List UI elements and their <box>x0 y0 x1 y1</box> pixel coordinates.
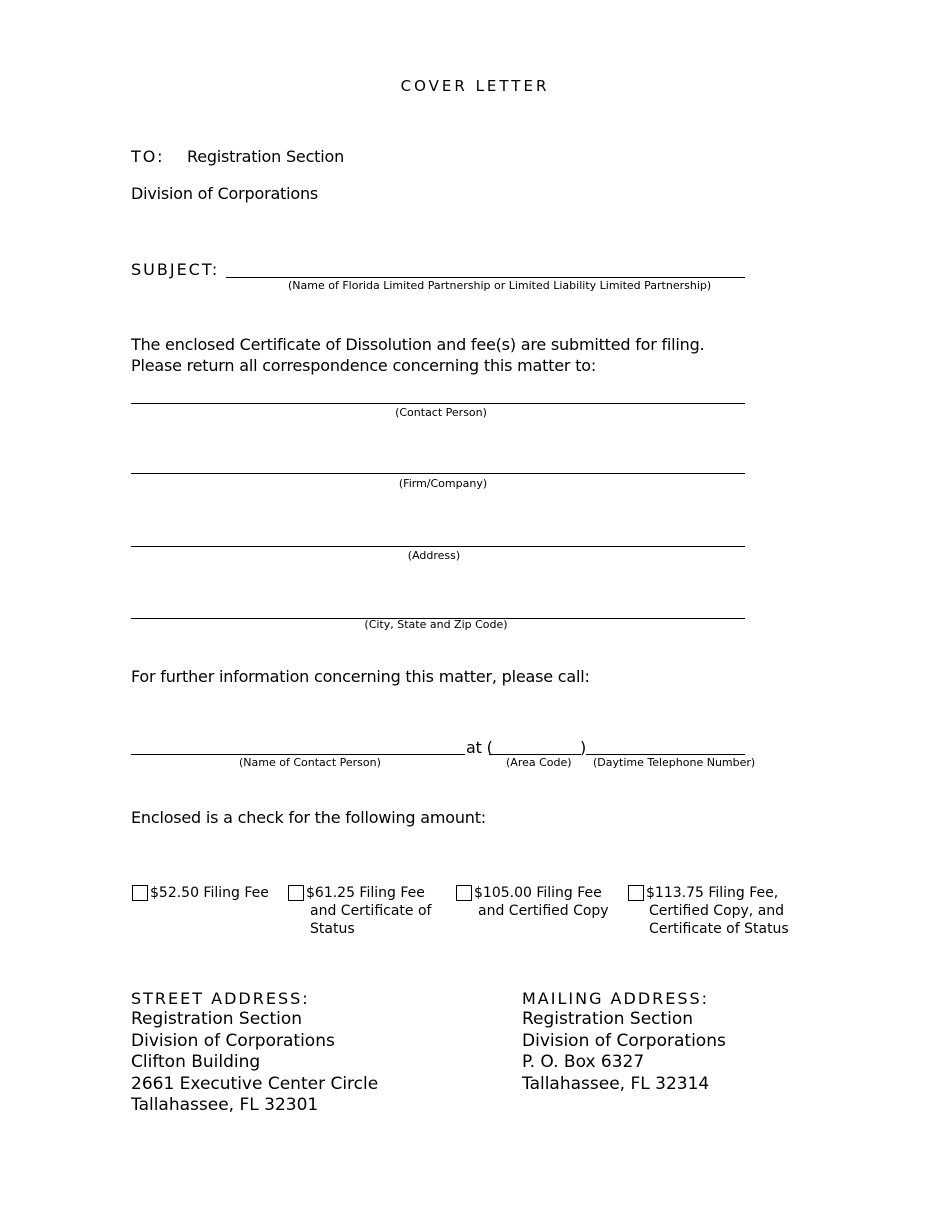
subject-input-line[interactable] <box>226 277 745 278</box>
close-paren: ) <box>580 738 587 757</box>
phone-number-line[interactable] <box>586 754 745 755</box>
enclosed-text-line1: The enclosed Certificate of Dissolution and fee(s) are submitted for filing. <box>131 335 705 354</box>
mailing-address-label: MAILING ADDRESS: <box>522 989 710 1008</box>
fee-option-3-checkbox[interactable] <box>456 885 472 901</box>
fee-option-3-label: $105.00 Filing Fee and Certified Copy <box>474 885 609 919</box>
fee-option-1-label: $52.50 Filing Fee <box>150 885 269 901</box>
area-code-caption: (Area Code) <box>506 756 572 769</box>
contact-name-line[interactable] <box>131 754 465 755</box>
contact-person-caption: (Contact Person) <box>395 406 487 419</box>
city-state-zip-caption: (City, State and Zip Code) <box>364 618 508 631</box>
page-title: COVER LETTER <box>400 77 550 95</box>
to-recipient-line1: Registration Section <box>187 147 345 166</box>
contact-person-line[interactable] <box>131 403 745 404</box>
address-caption: (Address) <box>407 549 461 562</box>
check-amount-text: Enclosed is a check for the following amount: <box>131 808 486 827</box>
to-label: TO: <box>131 147 165 166</box>
street-address-block: Registration Section Division of Corporations Clifton Building 2661 Executive Center Circle Tallahassee, FL 32301 <box>131 1009 379 1115</box>
fee-option-4-label: $113.75 Filing Fee, Certified Copy, and Certificate of Status <box>646 885 789 937</box>
fee-option-4-checkbox[interactable] <box>628 885 644 901</box>
to-recipient-line2: Division of Corporations <box>131 184 319 203</box>
address-line[interactable] <box>131 546 745 547</box>
mailing-address-block: Registration Section Division of Corporations P. O. Box 6327 Tallahassee, FL 32314 <box>522 1009 726 1094</box>
fee-option-2-checkbox[interactable] <box>288 885 304 901</box>
firm-company-caption: (Firm/Company) <box>398 477 488 490</box>
fee-option-1-checkbox[interactable] <box>132 885 148 901</box>
fee-option-2-label: $61.25 Filing Fee and Certificate of Status <box>306 885 432 937</box>
enclosed-text-line2: Please return all correspondence concerning this matter to: <box>131 356 597 375</box>
contact-name-caption: (Name of Contact Person) <box>239 756 381 769</box>
area-code-line[interactable] <box>489 754 581 755</box>
subject-caption: (Name of Florida Limited Partnership or Limited Liability Limited Partnership) <box>288 279 712 292</box>
further-info-text: For further information concerning this matter, please call: <box>131 667 590 686</box>
subject-label: SUBJECT: <box>131 260 220 279</box>
phone-number-caption: (Daytime Telephone Number) <box>593 756 756 769</box>
at-label: at ( <box>466 738 493 757</box>
street-address-label: STREET ADDRESS: <box>131 989 310 1008</box>
firm-company-line[interactable] <box>131 473 745 474</box>
